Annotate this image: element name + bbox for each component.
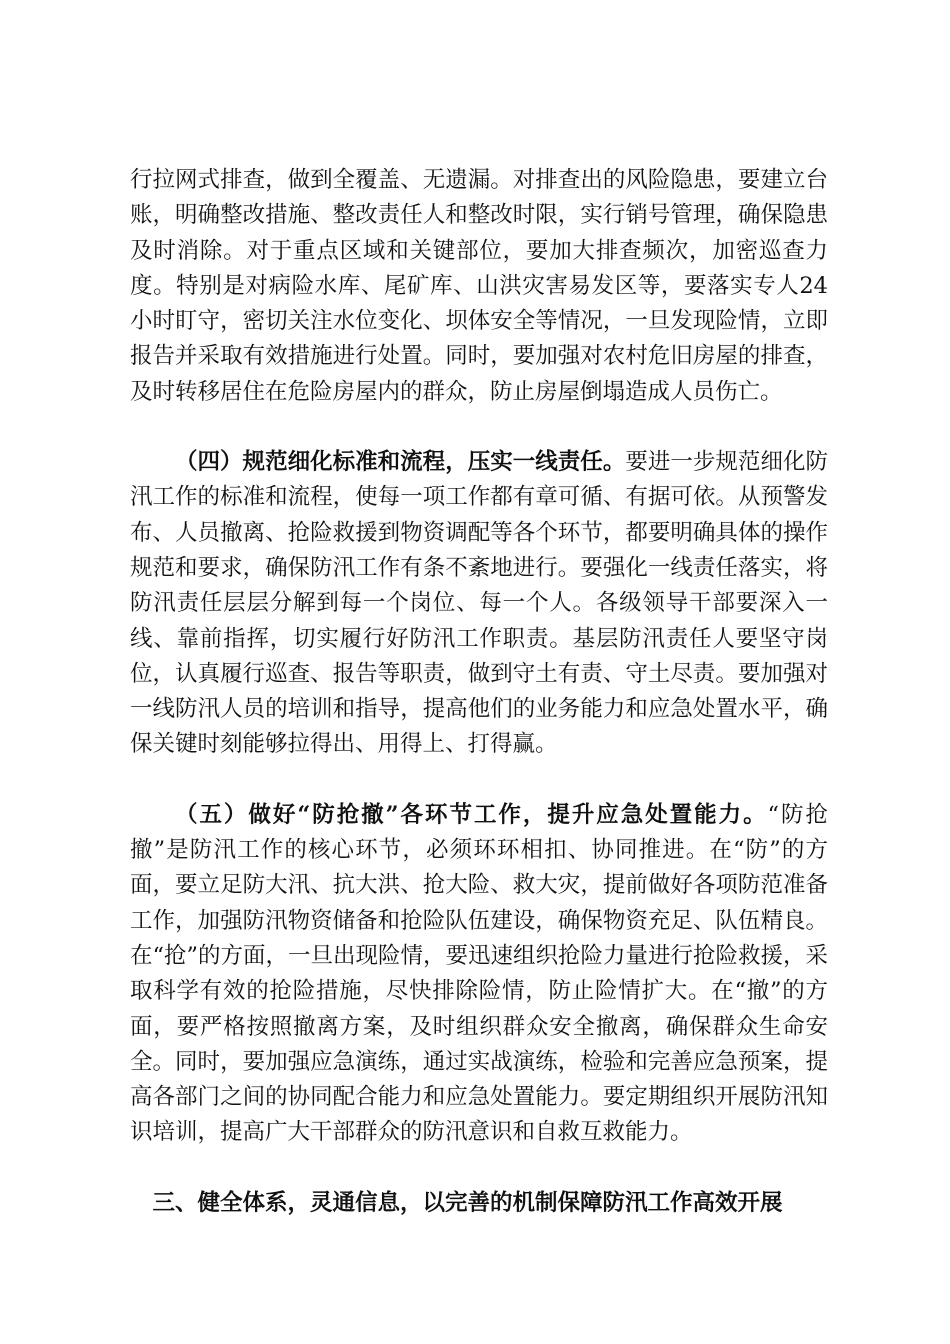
paragraph-section-5	[130, 798, 828, 1151]
paragraph-lead-heading: （五）做好“防抢撤”各环节工作，提升应急处置能力。	[175, 801, 768, 828]
paragraph-section-4	[130, 445, 828, 763]
paragraph-lead-heading: （四）规范细化标准和流程，压实一线责任。	[175, 449, 626, 476]
paragraph-spacer	[130, 763, 828, 798]
paragraph-spacer	[130, 1151, 828, 1186]
paragraph-text: 要进一步规范细化防汛工作的标准和流程，使每一项工作都有章可循、有据可依。从预警发布、人员撤离、抢险救援到物资调配等各个环节，都要明确具体的操作规范和要求，确保防汛工作有条不紊地进行。要强化一线责任落实，将防汛责任层层分解到每一个岗位、每一个人。各级领导干部要深入一线、靠前指挥，切实履行好防汛工作职责。基层防汛责任人要坚守岗位，认真履行巡查、报告等职责，做到守土有责、守土尽责。要加强对一线防汛人员的培训和指导，提高他们的业务能力和应急处置水平，确保关键时刻能够拉得出、用得上、打得赢。	[130, 449, 828, 758]
paragraph-text: 行拉网式排查，做到全覆盖、无遗漏。对排查出的风险隐患，要建立台账，明确整改措施、整改责任人和整改时限，实行销号管理，确保隐患及时消除。对于重点区域和关键部位，要加大排查频次，加密巡查力度。特别是对病险水库、尾矿库、山洪灾害易发区等，要落实专人24小时盯守，密切关注水位变化、坝体安全等情况，一旦发现险情，立即报告并采取有效措施进行处置。同时，要加强对农村危旧房屋的排查，及时转移居住在危险房屋内的群众，防止房屋倒塌造成人员伤亡。	[130, 167, 828, 405]
paragraph-continuation	[130, 163, 828, 410]
paragraph-spacer	[130, 410, 828, 445]
section-heading: 三、健全体系，灵通信息，以完善的机制保障防汛工作高效开展	[152, 1189, 783, 1216]
paragraph-text: “防抢撤”是防汛工作的核心环节，必须环环相扣、协同推进。在“防”的方面，要立足防大汛、抗大洪、抢大险、救大灾，提前做好各项防范准备工作，加强防汛物资储备和抢险队伍建设，确保物资充足、队伍精良。在“抢”的方面，一旦出现险情，要迅速组织抢险力量进行抢险救援，采取科学有效的抢险措施，尽快排除险情，防止险情扩大。在“撤”的方面，要严格按照撤离方案，及时组织群众安全撤离，确保群众生命安全。同时，要加强应急演练，通过实战演练，检验和完善应急预案，提高各部门之间的协同配合能力和应急处置能力。要定期组织开展防汛知识培训，提高广大干部群众的防汛意识和自救互救能力。	[130, 801, 829, 1146]
document-body	[130, 163, 828, 1221]
